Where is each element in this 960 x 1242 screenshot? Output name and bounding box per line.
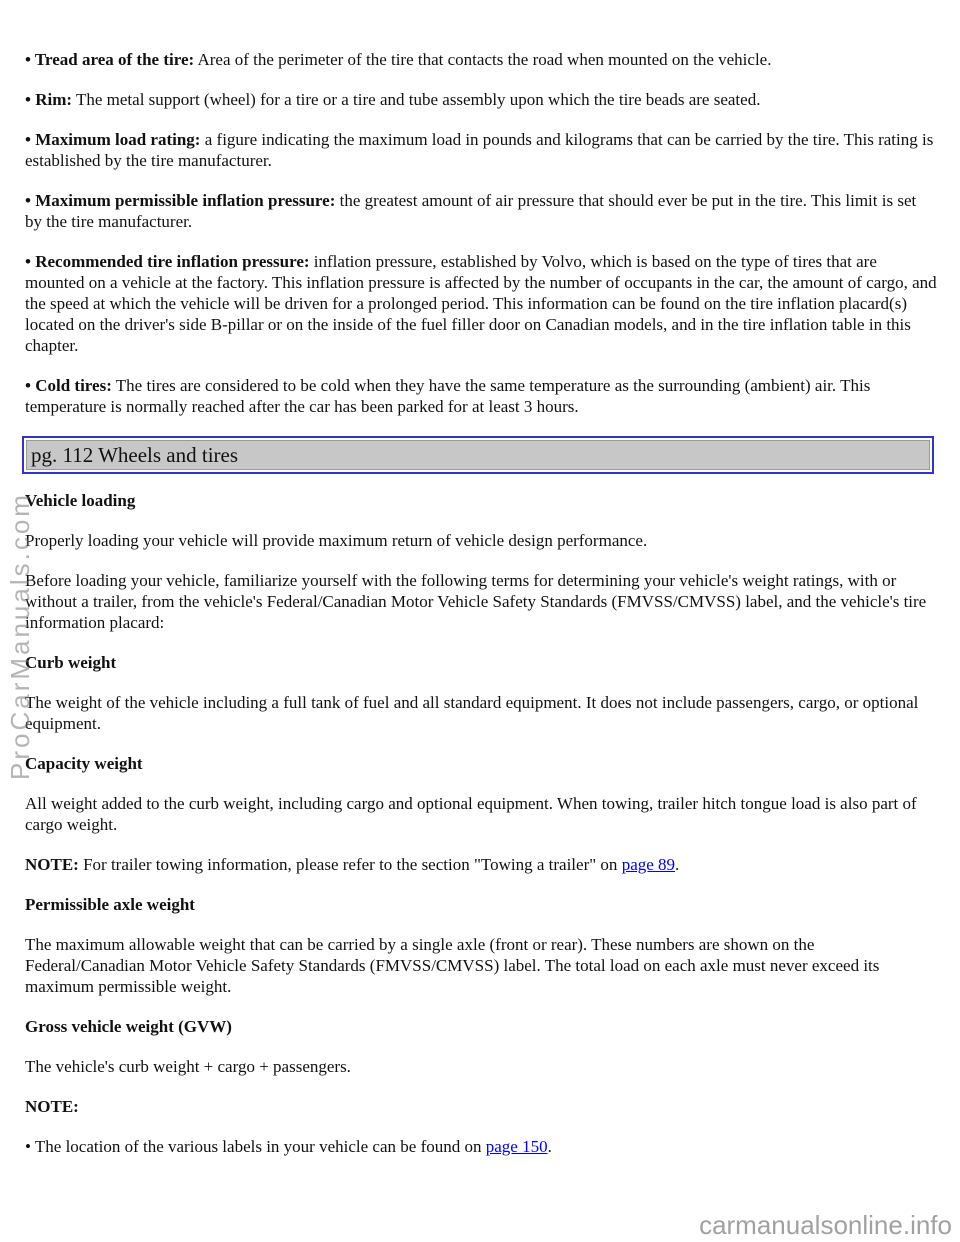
definition-term: • Maximum permissible inflation pressure: xyxy=(25,191,336,210)
note-end: . xyxy=(547,1137,552,1156)
definition-recommended-inflation-pressure xyxy=(25,251,937,356)
vehicle-loading-intro: Properly loading your vehicle will provide maximum return of vehicle design performance. xyxy=(25,531,648,550)
note-label: NOTE: xyxy=(25,855,79,874)
definition-max-load-rating xyxy=(25,129,937,171)
section-header xyxy=(22,436,934,474)
note-text: • The location of the various labels in your vehicle can be found on xyxy=(25,1137,486,1156)
gvw-heading xyxy=(25,1016,937,1037)
definition-term: • Tread area of the tire: xyxy=(25,50,195,69)
note-text: For trailer towing information, please refer to the section "Towing a trailer" on xyxy=(78,855,622,874)
definition-text: Area of the perimeter of the tire that contacts the road when mounted on the vehicle. xyxy=(194,50,772,69)
definition-text: a figure indicating the maximum load in pounds and kilograms that can be carried by the tire. This rating is established by the tire manufacturer. xyxy=(25,130,934,170)
vehicle-loading-terms-intro: Before loading your vehicle, familiarize yourself with the following terms for determining your vehicle's weight ratings, with or without a trailer, from the vehicle's Federal/Canadian Motor Vehicle Safety Standards (FMVSS/CMVSS) label, and the vehicle's tire information placard: xyxy=(25,571,927,632)
note-labels-text xyxy=(25,1136,937,1157)
page-150-link[interactable]: page 150 xyxy=(485,1137,548,1156)
heading-text: Capacity weight xyxy=(25,754,143,773)
definition-term: • Rim: xyxy=(25,90,73,109)
axle-weight-heading xyxy=(25,894,937,915)
definition-term: • Recommended tire inflation pressure: xyxy=(25,252,310,271)
definition-cold-tires xyxy=(25,375,937,417)
gvw-text: The vehicle's curb weight + cargo + passengers. xyxy=(25,1057,351,1076)
capacity-weight-heading xyxy=(25,753,937,774)
definition-text: inflation pressure, established by Volvo, which is based on the type of tires that are mounted on a vehicle at the factory. This inflation pressure is affected by the number of occupants in the car, the amount of cargo, and the speed at which the vehicle will be driven for a prolonged period. This information can be found on the tire inflation placard(s) located on the driver's side B-pillar or on the inside of the fuel filler door on Canadian models, and in the tire inflation table in this chapter. xyxy=(25,252,937,355)
page-89-link[interactable]: page 89 xyxy=(621,855,676,874)
definition-rim xyxy=(25,89,937,110)
heading-text: Vehicle loading xyxy=(25,491,136,510)
bottom-watermark: carmanualsonline.info xyxy=(699,1210,952,1240)
heading-text: Curb weight xyxy=(25,653,117,672)
curb-weight-heading xyxy=(25,652,937,673)
note-labels-heading xyxy=(25,1096,937,1117)
side-watermark: ProCarManuals.com xyxy=(5,492,35,780)
note-label: NOTE: xyxy=(25,1097,79,1116)
definition-text: The tires are considered to be cold when they have the same temperature as the surrounding (ambient) air. This temperature is normally reached after the car has been parked for at least 3 hours. xyxy=(25,376,871,416)
note-end: . xyxy=(675,855,680,874)
manual-page xyxy=(25,49,937,1176)
definition-tread-area xyxy=(25,49,937,70)
definition-text: the greatest amount of air pressure that should ever be put in the tire. This limit is set by the tire manufacturer. xyxy=(25,191,917,231)
definition-max-inflation-pressure xyxy=(25,190,937,232)
curb-weight-text: The weight of the vehicle including a full tank of fuel and all standard equipment. It does not include passengers, cargo, or optional equipment. xyxy=(25,693,919,733)
axle-weight-text: The maximum allowable weight that can be carried by a single axle (front or rear). These numbers are shown on the Federal/Canadian Motor Vehicle Safety Standards (FMVSS/CMVSS) label. The total load on each axle must never exceed its maximum permissible weight. xyxy=(25,935,880,996)
section-header-title: pg. 112 Wheels and tires xyxy=(26,440,930,470)
heading-text: Gross vehicle weight (GVW) xyxy=(25,1017,232,1036)
heading-text: Permissible axle weight xyxy=(25,895,195,914)
definition-term: • Cold tires: xyxy=(25,376,112,395)
definition-text: The metal support (wheel) for a tire or a tire and tube assembly upon which the tire beads are seated. xyxy=(72,90,761,109)
vehicle-loading-heading xyxy=(25,490,937,511)
note-towing xyxy=(25,854,937,875)
definition-term: • Maximum load rating: xyxy=(25,130,201,149)
capacity-weight-text: All weight added to the curb weight, including cargo and optional equipment. When towing, trailer hitch tongue load is also part of cargo weight. xyxy=(25,794,917,834)
